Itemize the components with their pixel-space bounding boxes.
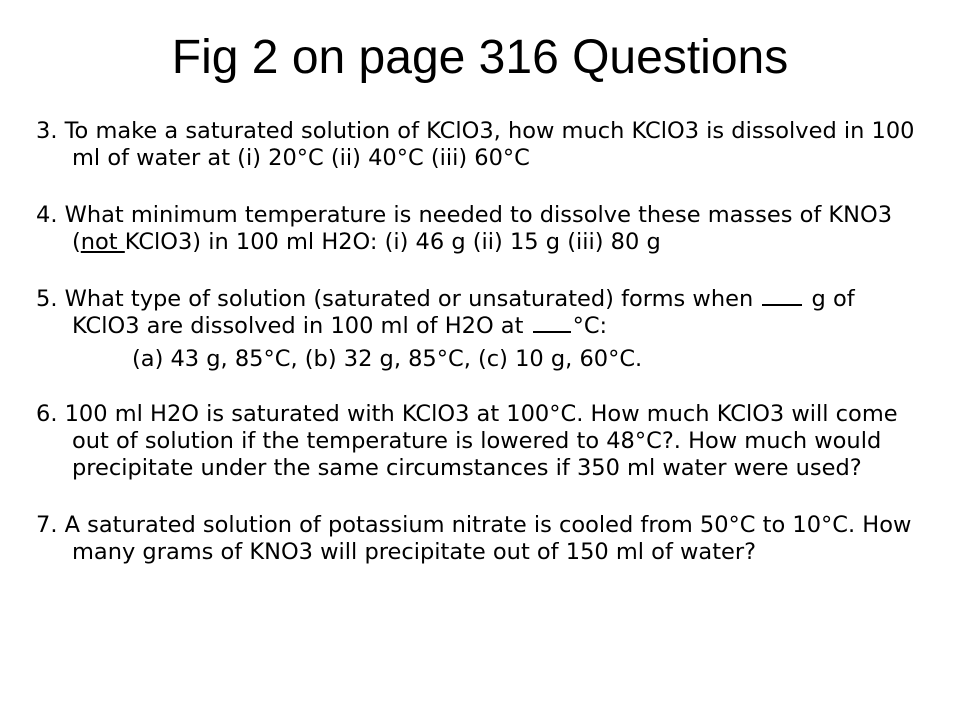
question-5-text-part3: °C: xyxy=(572,313,608,339)
question-4-underlined-not: not xyxy=(80,229,125,255)
slide-title: Fig 2 on page 316 Questions xyxy=(171,31,789,84)
question-5-sub-cases: (a) 43 g, 85°C, (b) 32 g, 85°C, (c) 10 g, 60°C. xyxy=(132,346,643,372)
question-6-text: 6. 100 ml H2O is saturated with KClO3 at 100°C. How much KClO3 will come out of solution if the temperature is lowered to 48°C?. How much would precipitate under the same circumstances if 350 ml water were used? xyxy=(36,401,898,481)
question-7 xyxy=(36,512,926,566)
questions-body xyxy=(36,118,926,592)
question-4-text-part2: KClO3) in 100 ml H2O: (i) 46 g (ii) 15 g (iii) 80 g xyxy=(124,229,661,255)
question-3 xyxy=(36,118,926,172)
question-5-text-part2: g of KClO3 are dissolved in 100 ml of H2O at xyxy=(72,286,855,339)
question-4 xyxy=(36,202,926,256)
blank-mass xyxy=(762,286,802,306)
blank-temperature xyxy=(533,313,571,333)
question-6 xyxy=(36,401,926,482)
question-3-text: 3. To make a saturated solution of KClO3, how much KClO3 is dissolved in 100 ml of water at (i) 20°C (ii) 40°C (iii) 60°C xyxy=(36,118,915,171)
question-4-text-part1: 4. What minimum temperature is needed to dissolve these masses of KNO3 ( xyxy=(36,202,893,255)
question-5-text-part1: 5. What type of solution (saturated or unsaturated) forms when xyxy=(36,286,754,312)
question-7-text: 7. A saturated solution of potassium nitrate is cooled from 50°C to 10°C. How many grams of KNO3 will precipitate out of 150 ml of water? xyxy=(36,512,912,565)
question-5 xyxy=(36,286,926,373)
